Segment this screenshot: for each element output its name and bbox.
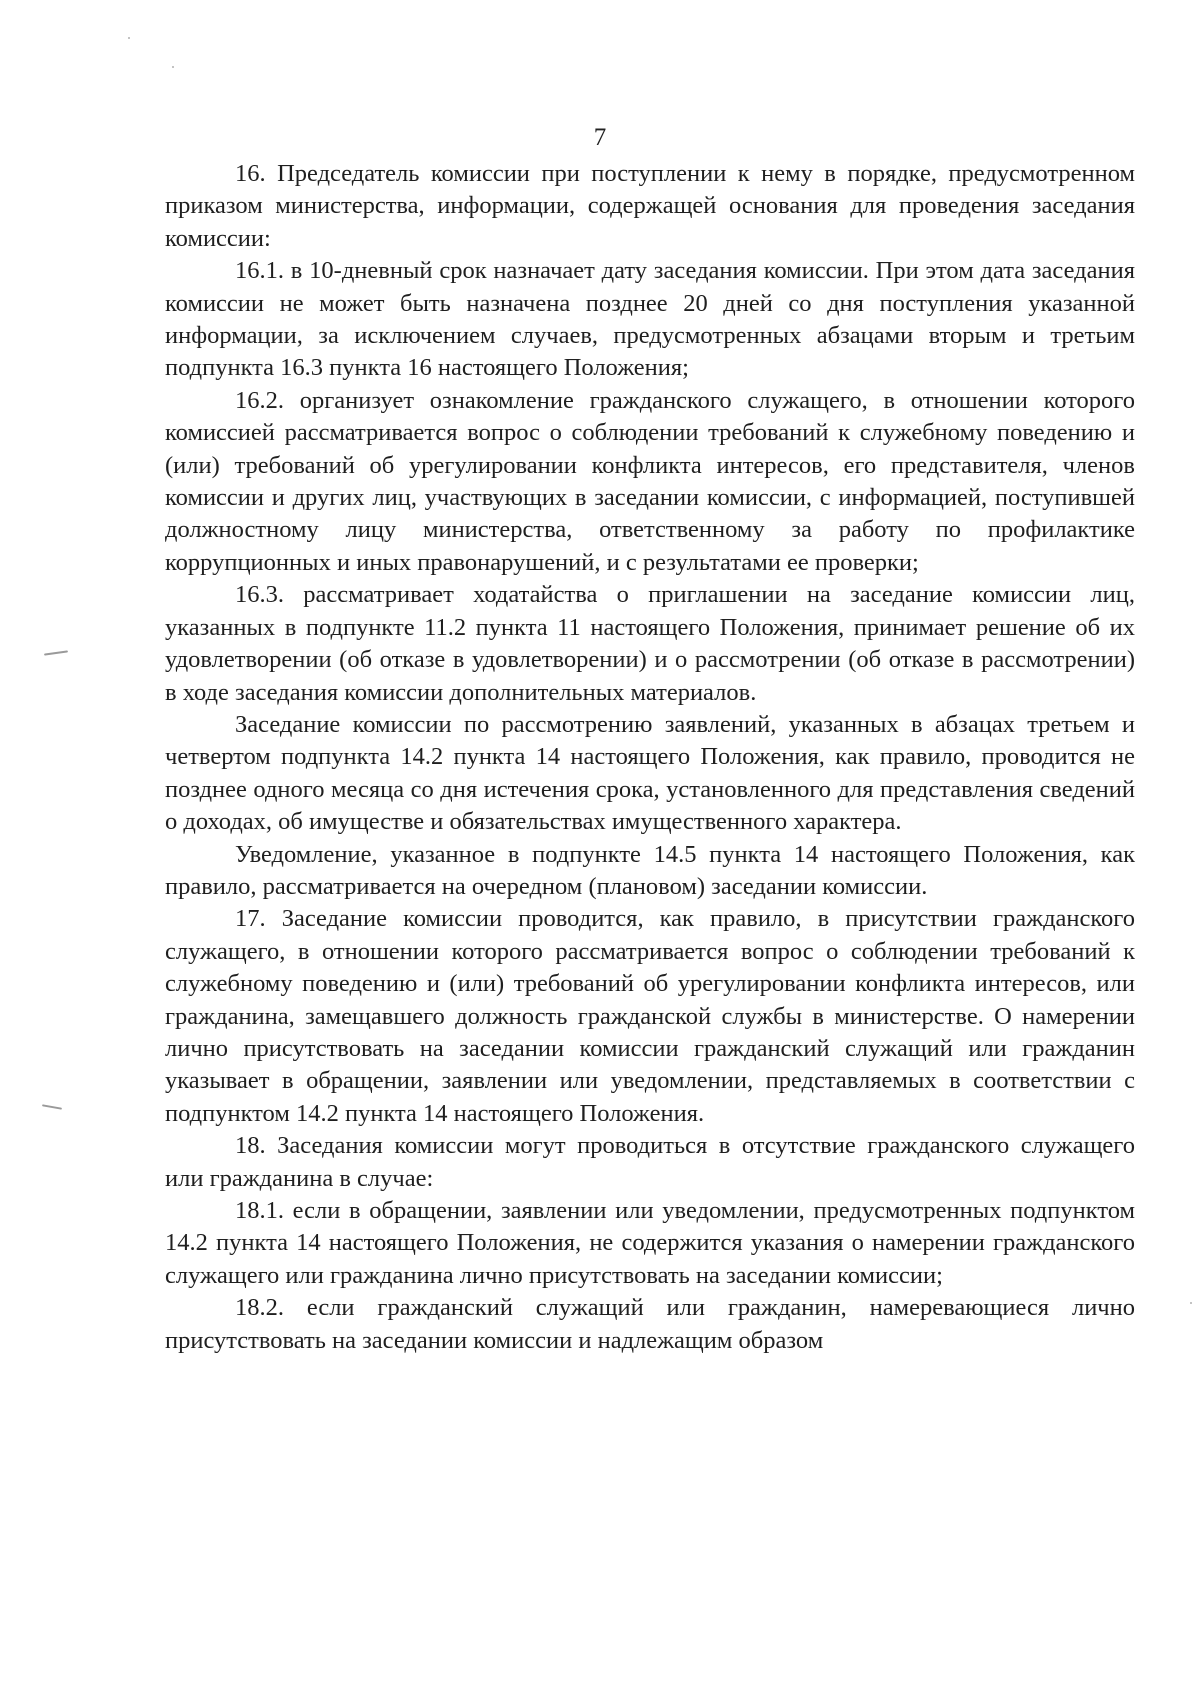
scan-speck: [128, 37, 130, 39]
document-body: [165, 158, 1135, 1357]
paragraph-18: 18. Заседания комиссии могут проводиться в отсутствие гражданского служащего или гражданина в случае:: [165, 1132, 1135, 1192]
page-number: 7: [593, 124, 607, 151]
paragraph-notification: Уведомление, указанное в подпункте 14.5 пункта 14 настоящего Положения, как правило, рассматривается на очередном (плановом) заседании комиссии.: [165, 840, 1135, 900]
paragraph-16-3: 16.3. рассматривает ходатайства о приглашении на заседание комиссии лиц, указанных в подпункте 11.2 пункта 11 настоящего Положения, принимает решение об их удовлетворении (об отказе в удовлетворении) и о рассмотрении (об отказе в рассмотрении) в ходе заседания комиссии дополнительных материалов.: [165, 581, 1135, 706]
paragraph-18-2: 18.2. если гражданский служащий или гражданин, намеревающиеся лично присутствовать на заседании комиссии и надлежащим образом: [165, 1294, 1135, 1354]
paragraph-16-2: 16.2. организует ознакомление гражданского служащего, в отношении которого комиссией рассматривается вопрос о соблюдении требований к служебному поведению и (или) требований об урегулировании конфликта интересов, его представителя, членов комиссии и других лиц, участвующих в заседании комиссии, с информацией, поступившей должностному лицу министерства, ответственному за работу по профилактике коррупционных и иных правонарушений, и с результатами ее проверки;: [165, 386, 1135, 576]
paragraph-18-1: 18.1. если в обращении, заявлении или уведомлении, предусмотренных подпунктом 14.2 пункта 14 настоящего Положения, не содержится указания о намерении гражданского служащего или гражданина лично присутствовать на заседании комиссии;: [165, 1197, 1135, 1289]
scan-speck: [1190, 1302, 1192, 1304]
scan-margin-mark: [44, 650, 68, 655]
scan-margin-mark: [42, 1104, 62, 1109]
paragraph-17: 17. Заседание комиссии проводится, как правило, в присутствии гражданского служащего, в отношении которого рассматривается вопрос о соблюдении требований к служебному поведению и (или) требований об урегулировании конфликта интересов, или гражданина, замещавшего должность гражданской службы в министерстве. О намерении лично присутствовать на заседании комиссии гражданский служащий или гражданин указывает в обращении, заявлении или уведомлении, представляемых в соответствии с подпунктом 14.2 пункта 14 настоящего Положения.: [165, 905, 1135, 1127]
paragraph-16-1: 16.1. в 10-дневный срок назначает дату заседания комиссии. При этом дата заседания комиссии не может быть назначена позднее 20 дней со дня поступления указанной информации, за исключением случаев, предусмотренных абзацами вторым и третьим подпункта 16.3 пункта 16 настоящего Положения;: [165, 257, 1135, 382]
paragraph-meeting-statements: Заседание комиссии по рассмотрению заявлений, указанных в абзацах третьем и четвертом подпункта 14.2 пункта 14 настоящего Положения, как правило, проводится не позднее одного месяца со дня истечения срока, установленного для представления сведений о доходах, об имуществе и обязательствах имущественного характера.: [165, 710, 1135, 836]
paragraph-16: 16. Председатель комиссии при поступлении к нему в порядке, предусмотренном приказом министерства, информации, содержащей основания для проведения заседания комиссии:: [165, 160, 1135, 252]
scan-speck: [172, 66, 174, 68]
